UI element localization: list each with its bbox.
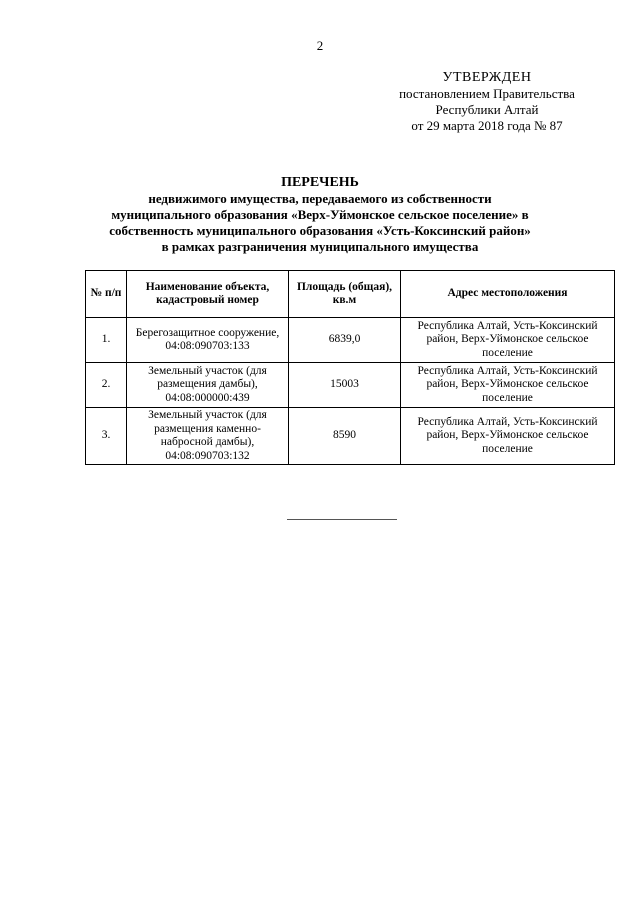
cell-address: Республика Алтай, Усть-Коксинский район, Верх-Уймонское сельское поселение	[401, 318, 615, 363]
cell-area: 8590	[289, 408, 401, 465]
approval-title: УТВЕРЖДЕН	[442, 70, 532, 85]
title-line: муниципального образования «Верх-Уймонское сельское поселение» в	[111, 207, 529, 222]
title-line: недвижимого имущества, передаваемого из собственности	[148, 191, 492, 206]
header-name: Наименование объекта, кадастровый номер	[127, 271, 289, 318]
approval-date-line: от 29 марта 2018 года № 87	[411, 118, 563, 133]
header-area: Площадь (общая), кв.м	[289, 271, 401, 318]
header-num: № п/п	[86, 271, 127, 318]
header-address: Адрес местоположения	[401, 271, 615, 318]
cell-area: 15003	[289, 363, 401, 408]
approval-line: Республики Алтай	[435, 102, 539, 117]
cell-address: Республика Алтай, Усть-Коксинский район, Верх-Уймонское сельское поселение	[401, 408, 615, 465]
end-divider	[287, 519, 397, 520]
document-title	[60, 175, 580, 255]
cell-name: Земельный участок (для размещения каменно-набросной дамбы), 04:08:090703:132	[127, 408, 289, 465]
cell-address: Республика Алтай, Усть-Коксинский район, Верх-Уймонское сельское поселение	[401, 363, 615, 408]
cell-num: 1.	[86, 318, 127, 363]
approval-line: постановлением Правительства	[399, 86, 575, 101]
title-heading: ПЕРЕЧЕНЬ	[281, 175, 359, 190]
cell-num: 3.	[86, 408, 127, 465]
table-row	[86, 363, 615, 408]
page-number: 2	[316, 38, 324, 53]
table-row	[86, 318, 615, 363]
title-line: в рамках разграничения муниципального имущества	[161, 239, 479, 254]
table-row	[86, 408, 615, 465]
cell-area: 6839,0	[289, 318, 401, 363]
title-line: собственность муниципального образования «Усть-Коксинский район»	[109, 223, 531, 238]
property-table	[85, 270, 615, 465]
cell-name: Земельный участок (для размещения дамбы), 04:08:000000:439	[127, 363, 289, 408]
approval-stamp	[378, 70, 596, 134]
cell-name: Берегозащитное сооружение, 04:08:090703:133	[127, 318, 289, 363]
cell-num: 2.	[86, 363, 127, 408]
table-header-row	[86, 271, 615, 318]
